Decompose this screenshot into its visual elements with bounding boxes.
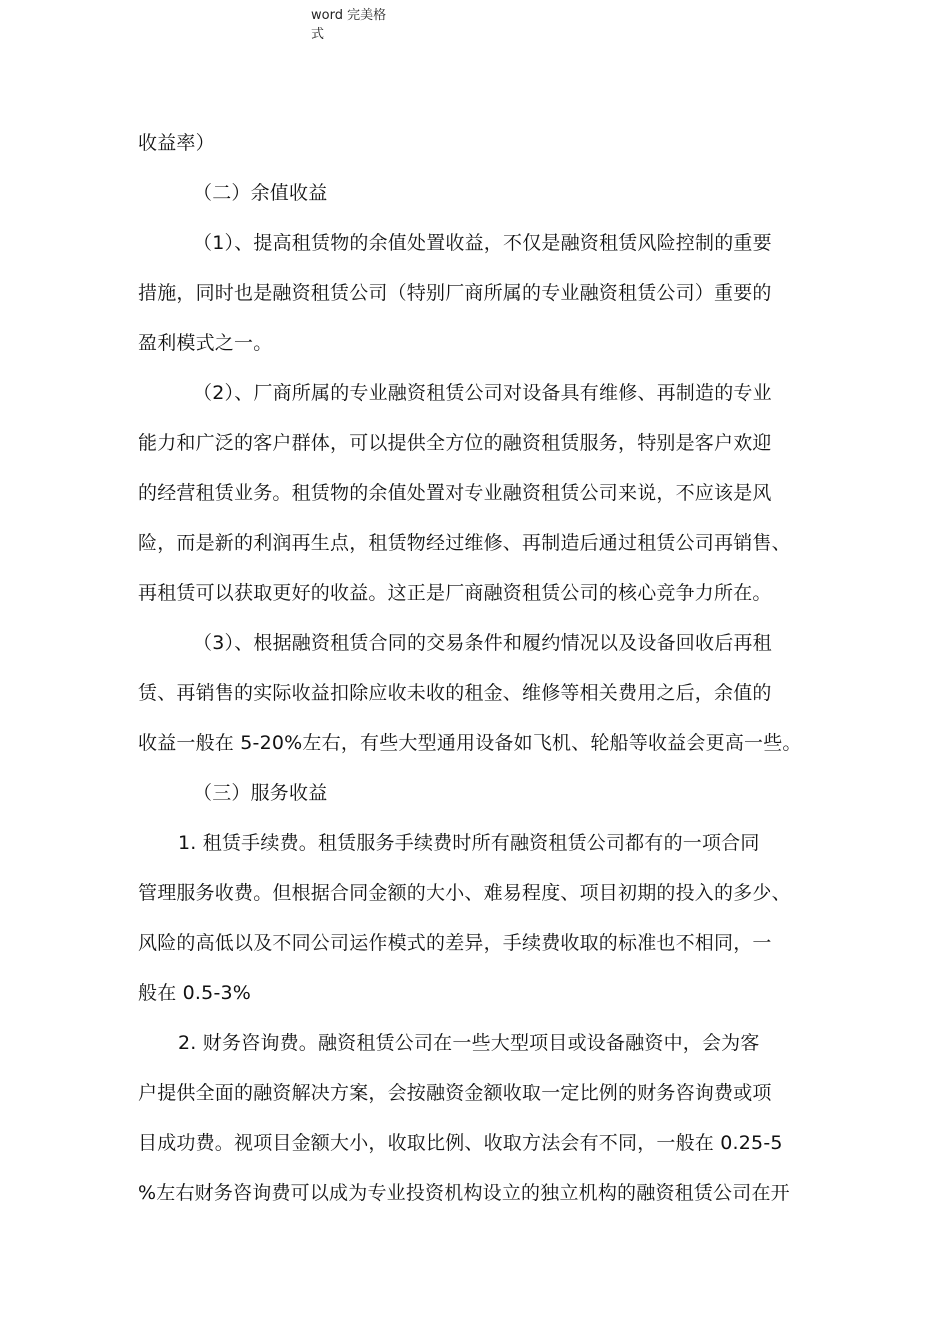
text-line: 的经营租赁业务。租赁物的余值处置对专业融资租赁公司来说，不应该是风	[138, 482, 772, 504]
text-line: 赁、再销售的实际收益扣除应收未收的租金、维修等相关费用之后，余值的	[138, 682, 772, 704]
text-line: 再租赁可以获取更好的收益。这正是厂商融资租赁公司的核心竞争力所在。	[138, 582, 772, 604]
text-line: 盈利模式之一。	[138, 332, 273, 354]
text-line: 1. 租赁手续费。租赁服务手续费时所有融资租赁公司都有的一项合同	[178, 832, 760, 854]
text-line: 目成功费。视项目金额大小，收取比例、收取方法会有不同，一般在 0.25-5	[138, 1132, 783, 1154]
document-body	[138, 118, 828, 1218]
text-line: （三）服务收益	[193, 782, 328, 804]
header-line-1: word 完美格	[311, 8, 387, 23]
text-line: 收益一般在 5-20%左右，有些大型通用设备如飞机、轮船等收益会更高一些。	[138, 732, 802, 754]
header-line-2: 式	[311, 27, 325, 42]
text-line: （1）、提高租赁物的余值处置收益，不仅是融资租赁风险控制的重要	[193, 232, 772, 254]
text-line: 2. 财务咨询费。融资租赁公司在一些大型项目或设备融资中，会为客	[178, 1032, 760, 1054]
text-line: （2）、厂商所属的专业融资租赁公司对设备具有维修、再制造的专业	[193, 382, 772, 404]
text-line: %左右财务咨询费可以成为专业投资机构设立的独立机构的融资租赁公司在开	[138, 1182, 790, 1204]
text-line: （3）、根据融资租赁合同的交易条件和履约情况以及设备回收后再租	[193, 632, 772, 654]
text-line: 管理服务收费。但根据合同金额的大小、难易程度、项目初期的投入的多少、	[138, 882, 791, 904]
text-line: 风险的高低以及不同公司运作模式的差异，手续费收取的标准也不相同，一	[138, 932, 772, 954]
text-line: 险，而是新的利润再生点，租赁物经过维修、再制造后通过租赁公司再销售、	[138, 532, 791, 554]
text-line: 能力和广泛的客户群体，可以提供全方位的融资租赁服务，特别是客户欢迎	[138, 432, 772, 454]
text-line: （二）余值收益	[193, 182, 328, 204]
text-line: 般在 0.5-3%	[138, 982, 252, 1004]
text-line: 户提供全面的融资解决方案，会按融资金额收取一定比例的财务咨询费或项	[138, 1082, 772, 1104]
text-line: 收益率）	[138, 132, 215, 154]
text-line: 措施，同时也是融资租赁公司（特别厂商所属的专业融资租赁公司）重要的	[138, 282, 772, 304]
page-header	[311, 6, 401, 44]
